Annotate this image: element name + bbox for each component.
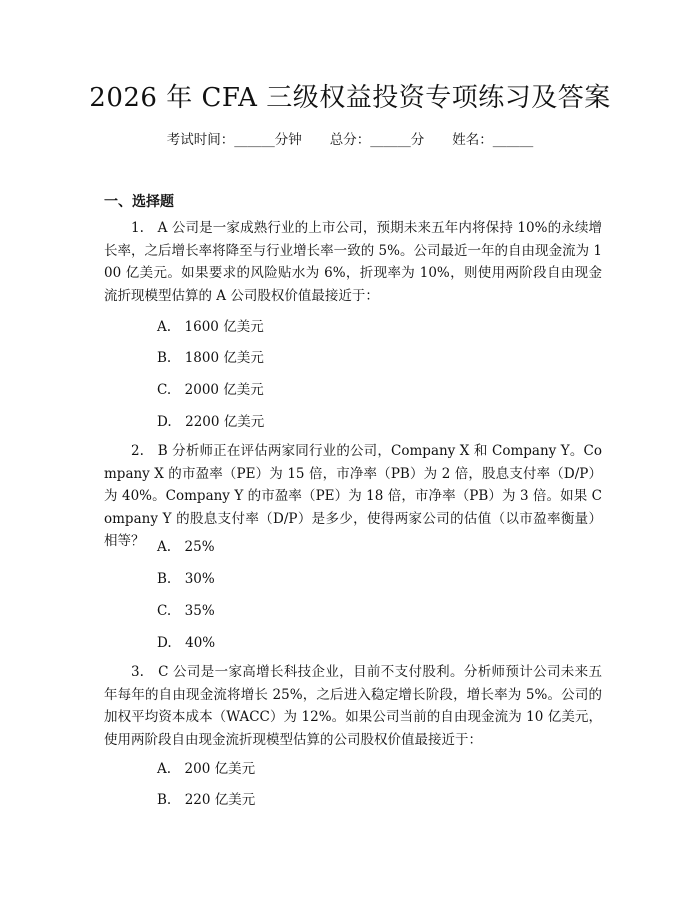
- question-1-option-b: B. 1800 亿美元: [157, 350, 264, 366]
- question-1-option-d: D. 2200 亿美元: [157, 414, 265, 430]
- exam-time-label: 考试时间：______分钟: [166, 132, 302, 148]
- question-2-option-a: A. 25%: [157, 539, 215, 555]
- exam-meta: [0, 130, 700, 150]
- question-1-option-a: A. 1600 亿美元: [157, 319, 264, 335]
- question-3-option-b: B. 220 亿美元: [157, 792, 256, 808]
- question-3-option-a: A. 200 亿美元: [157, 761, 256, 777]
- question-2-option-c: C. 35%: [157, 603, 215, 619]
- question-1-text: 1. A 公司是一家成熟行业的上市公司，预期未来五年内将保持 10%的永续增长率，之后增长率将降至与行业增长率一致的 5%。公司最近一年的自由现金流为 100 亿美元。如果要求的风险贴水为 6%，折现率为 10%，则使用两阶段自由现金流折现模型估算的 A 公司股权价值最接近于：: [104, 220, 602, 304]
- name-label: 姓名：______: [452, 132, 534, 148]
- question-2-option-d: D. 40%: [157, 635, 216, 651]
- question-2-option-b: B. 30%: [157, 571, 215, 587]
- page-title: 2026 年 CFA 三级权益投资专项练习及答案: [89, 83, 611, 113]
- section-title: 一、选择题: [104, 194, 174, 210]
- question-3-text: 3. C 公司是一家高增长科技企业，目前不支付股利。分析师预计公司未来五年每年的自由现金流将增长 25%，之后进入稳定增长阶段，增长率为 5%。公司的加权平均资本成本（WACC）为 12%。如果公司当前的自由现金流为 10 亿美元，使用两阶段自由现金流折现模型估算的公司股权价值最接近于：: [104, 664, 602, 748]
- question-2-text: 2. B 分析师正在评估两家同行业的公司，Company X 和 Company Y。Company X 的市盈率（PE）为 15 倍，市净率（PB）为 2 倍，股息支付率（D/P）为 40%。Company Y 的市盈率（PE）为 18 倍，市净率（PB）为 3 倍。如果 Company Y 的股息支付率（D/P）是多少，使得两家公司的估值（以市盈率衡量）相等？: [104, 443, 602, 549]
- total-score-label: 总分：______分: [329, 132, 425, 148]
- question-1-option-c: C. 2000 亿美元: [157, 382, 264, 398]
